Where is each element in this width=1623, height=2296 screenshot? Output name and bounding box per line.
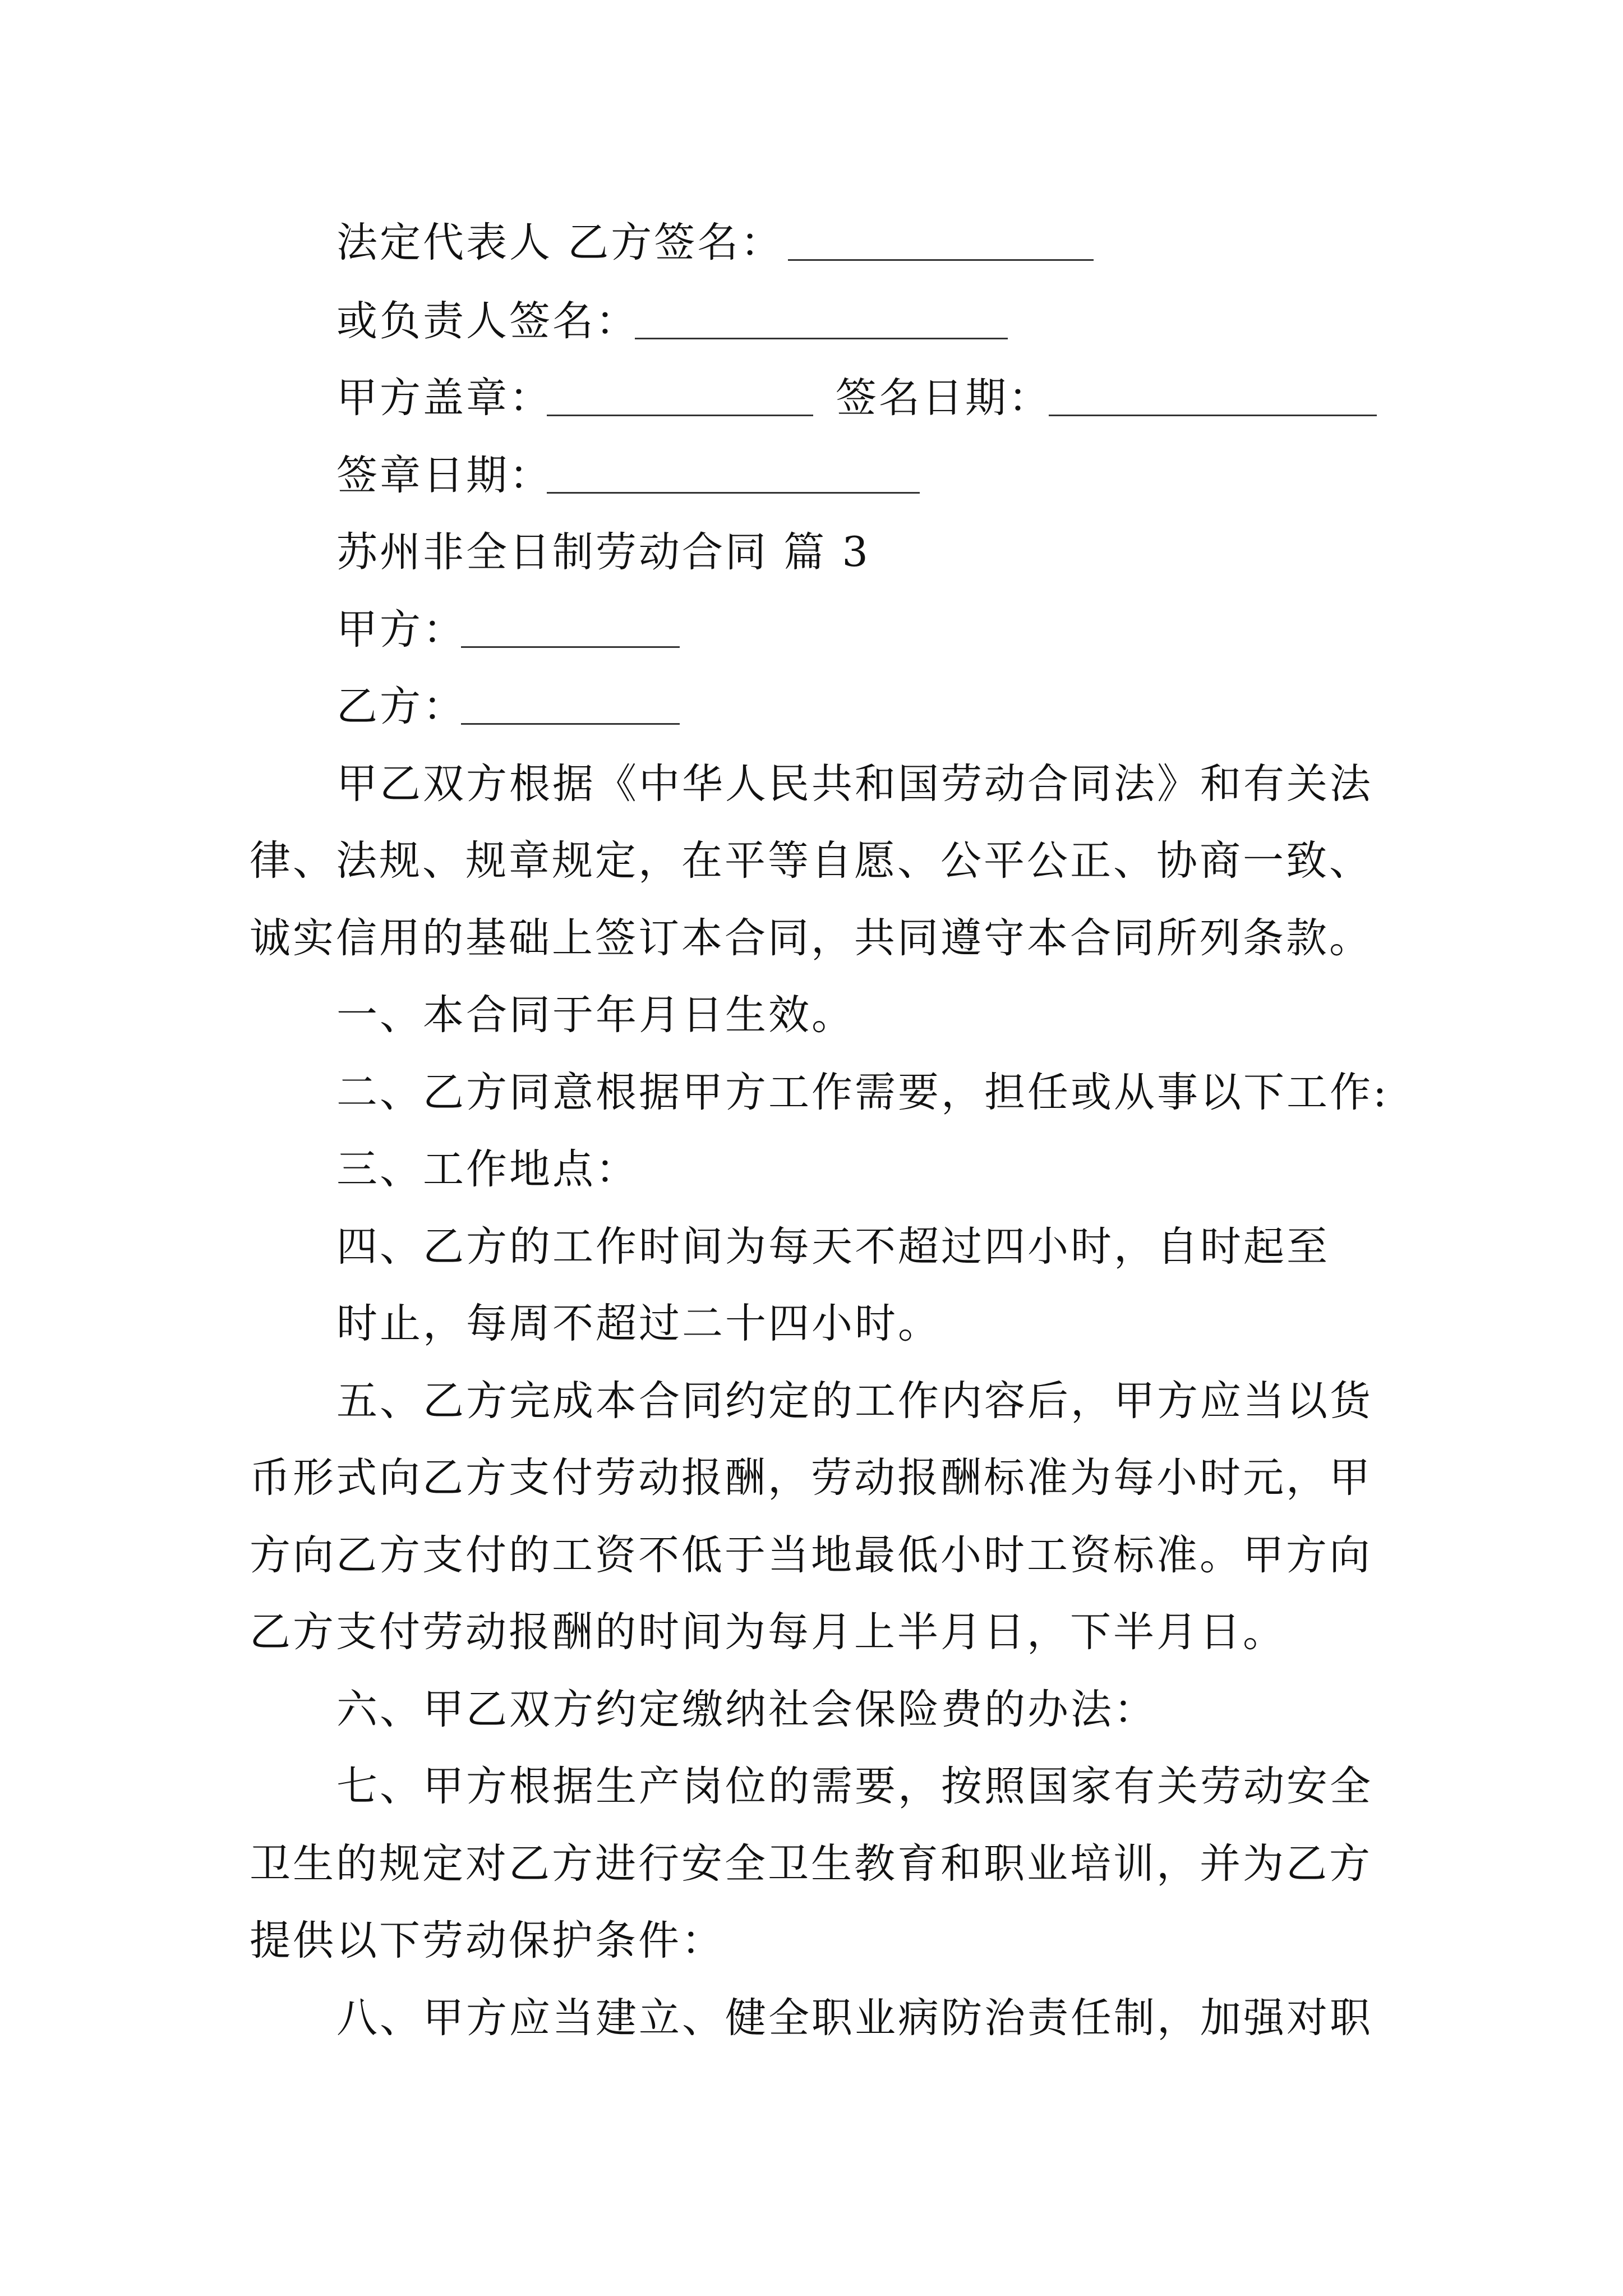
seal-label-party-a: 甲方盖章： <box>336 374 552 422</box>
clause-5-line: 五、乙方完成本合同约定的工作内容后，甲方应当以货 <box>336 1377 1373 1425</box>
party-a-blank <box>461 646 680 648</box>
preamble-line: 律、法规、规章规定，在平等自愿、公平公正、协商一致、 <box>250 837 1372 885</box>
signature-blank-party-b <box>788 259 1094 261</box>
clause-3: 三、工作地点： <box>336 1145 639 1193</box>
signature-line-responsible: 或负责人签名： <box>336 297 639 345</box>
clause-5-line: 乙方支付劳动报酬的时间为每月上半月日，下半月日。 <box>250 1608 1286 1656</box>
seal-date-blank <box>547 492 920 494</box>
sign-date-label: 签名日期： <box>836 374 1052 422</box>
clause-4-line: 时止，每周不超过二十四小时。 <box>336 1300 941 1347</box>
seal-date-label: 签章日期： <box>336 452 552 499</box>
clause-7-line: 卫生的规定对乙方进行安全卫生教育和职业培训，并为乙方 <box>250 1840 1372 1888</box>
contract-title: 苏州非全日制劳动合同 篇 3 <box>336 528 870 576</box>
clause-6: 六、甲乙双方约定缴纳社会保险费的办法： <box>336 1686 1157 1733</box>
signature-line-representative: 法定代表人 乙方签名： <box>336 219 784 266</box>
clause-5-line: 币形式向乙方支付劳动报酬，劳动报酬标准为每小时元，甲 <box>250 1454 1372 1502</box>
party-b-blank <box>461 723 680 725</box>
clause-1: 一、本合同于年月日生效。 <box>336 991 855 1039</box>
clause-5-line: 方向乙方支付的工资不低于当地最低小时工资标准。甲方向 <box>250 1531 1372 1579</box>
preamble-line: 诚实信用的基础上签订本合同，共同遵守本合同所列条款。 <box>250 914 1372 962</box>
clause-7-line: 七、甲方根据生产岗位的需要，按照国家有关劳动安全 <box>336 1763 1373 1810</box>
party-a-label: 甲方： <box>336 606 466 654</box>
clause-8-line: 八、甲方应当建立、健全职业病防治责任制，加强对职 <box>336 1994 1373 2042</box>
party-b-label: 乙方： <box>336 683 466 730</box>
clause-2: 二、乙方同意根据甲方工作需要，担任或从事以下工作: <box>336 1069 1389 1116</box>
seal-blank-party-a <box>547 415 813 416</box>
sign-date-blank <box>1049 415 1377 416</box>
preamble-line: 甲乙双方根据《中华人民共和国劳动合同法》和有关法 <box>336 760 1373 808</box>
clause-7-line: 提供以下劳动保护条件： <box>250 1917 725 1964</box>
clause-4-line: 四、乙方的工作时间为每天不超过四小时，自时起至 <box>336 1223 1330 1271</box>
signature-blank-responsible <box>635 338 1008 339</box>
